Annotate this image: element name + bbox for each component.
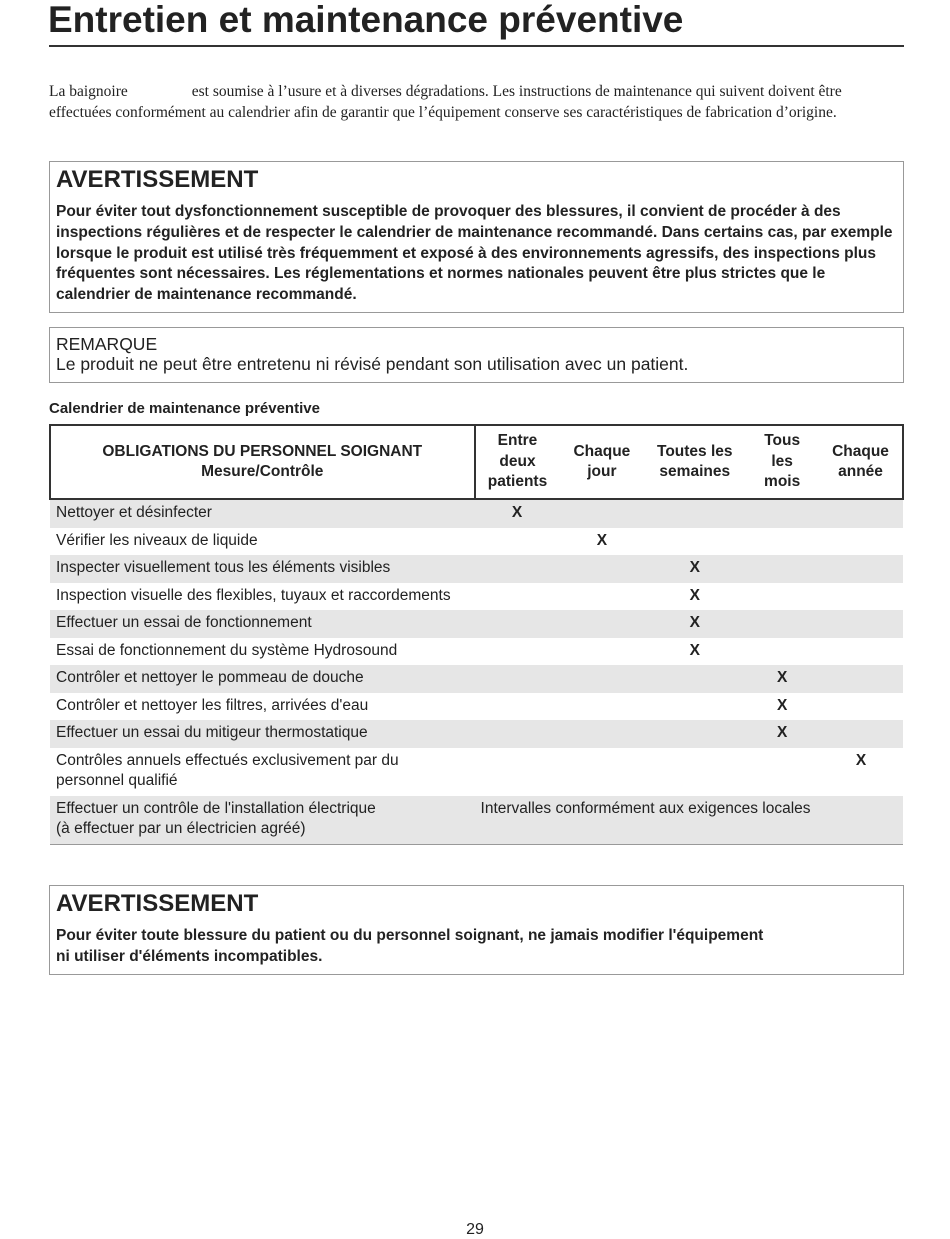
table-row [50,555,903,583]
mark-cell [475,528,560,556]
header-text: jour [587,463,617,480]
header-text: Chaque [573,442,631,460]
mark-cell [559,748,644,796]
mark-cell [819,583,903,611]
warning-box-maintenance [49,161,904,313]
page-number: 29 [466,1221,484,1238]
mark-cell [819,528,903,556]
header-text: Tous [764,432,801,450]
mark-cell [475,693,560,721]
mark-cell [819,499,903,528]
mark-cell [644,693,745,721]
header-text: semaines [659,463,731,480]
electrical-task-line1: Effectuer un contrôle de l'installation électrique [56,799,376,817]
mark-cell [745,638,819,666]
mark-cell [559,720,644,748]
mark-cell [745,555,819,583]
mark-cell [644,528,745,556]
electrical-task-line2: (à effectuer par un électricien agréé) [56,820,306,837]
warning-text-line1: Pour éviter toute blessure du patient ou du personnel soignant, ne jamais modifier l'équipement [56,927,764,944]
table-row [50,610,903,638]
warning-text-line2: ni utiliser d'éléments incompatibles. [56,947,323,965]
task-cell: Nettoyer et désinfecter [50,499,475,528]
header-text: Toutes les [657,442,733,460]
mark-cell [745,499,819,528]
maintenance-schedule-table [49,424,904,845]
column-header-yearly [819,425,903,499]
warning-text: Pour éviter tout dysfonctionnement susceptible de provoquer des blessures, il convient de procéder à des inspections régulières et de respecter le calendrier de maintenance recommandé. Dans certains cas, par exemple lorsque le produit est utilisé très fréquemment et exposé à des environnements agressifs, des inspections plus fréquentes sont nécessaires. Les réglementations et normes nationales peuvent être plus strictes que le calendrier de maintenance recommandé. [56,203,893,304]
header-text: patients [487,473,548,491]
intro-text-start: La baignoire [49,83,128,100]
task-cell [50,796,475,845]
task-cell: Effectuer un essai de fonctionnement [50,610,475,638]
mark-cell [819,555,903,583]
mark-cell: X [644,638,745,666]
warning-box-modification [49,885,904,975]
table-row [50,693,903,721]
warning-text [56,926,897,968]
mark-cell [559,583,644,611]
mark-cell [559,693,644,721]
header-text: deux [499,452,536,470]
task-cell: Inspection visuelle des flexibles, tuyaux et raccordements [50,583,475,611]
table-row [50,665,903,693]
task-cell: Contrôler et nettoyer le pommeau de douche [50,665,475,693]
mark-cell [559,499,644,528]
task-cell: Essai de fonctionnement du système Hydrosound [50,638,475,666]
mark-cell: X [644,610,745,638]
header-text: année [838,463,883,480]
warning-heading: AVERTISSEMENT [56,166,259,193]
mark-cell [819,665,903,693]
mark-cell [475,555,560,583]
interval-note: Intervalles conformément aux exigences locales [475,796,903,845]
schedule-header-row [50,425,903,499]
mark-cell [644,499,745,528]
table-row [50,638,903,666]
column-header-monthly [745,425,819,499]
table-row [50,499,903,528]
task-cell: Vérifier les niveaux de liquide [50,528,475,556]
mark-cell [475,748,560,796]
header-text: les [771,452,793,470]
column-header-obligations [50,425,475,499]
mark-cell [745,583,819,611]
header-text: Entre [497,432,538,450]
schedule-caption: Calendrier de maintenance préventive [49,400,320,417]
mark-cell: X [644,555,745,583]
mark-cell: X [559,528,644,556]
mark-cell: X [745,720,819,748]
column-header-between-patients [475,425,560,499]
mark-cell [819,693,903,721]
warning-heading: AVERTISSEMENT [56,890,259,917]
mark-cell [559,665,644,693]
header-obligations-line1: OBLIGATIONS DU PERSONNEL SOIGNANT [102,442,423,460]
mark-cell [559,610,644,638]
mark-cell: X [745,693,819,721]
mark-cell [644,665,745,693]
mark-cell [745,528,819,556]
mark-cell [745,748,819,796]
mark-cell [559,555,644,583]
table-row [50,720,903,748]
title-underline [49,45,904,47]
mark-cell [644,720,745,748]
column-header-daily [559,425,644,499]
header-obligations-line2: Mesure/Contrôle [201,463,324,480]
mark-cell: X [475,499,560,528]
task-cell: Contrôler et nettoyer les filtres, arrivées d'eau [50,693,475,721]
mark-cell [819,720,903,748]
mark-cell: X [819,748,903,796]
task-cell: Effectuer un essai du mitigeur thermostatique [50,720,475,748]
mark-cell: X [644,583,745,611]
note-box [49,327,904,383]
note-heading: REMARQUE [56,334,158,354]
mark-cell [745,610,819,638]
header-text: mois [764,473,801,491]
note-text: Le produit ne peut être entretenu ni révisé pendant son utilisation avec un patient. [56,354,689,374]
mark-cell [475,638,560,666]
mark-cell [819,610,903,638]
mark-cell [475,583,560,611]
column-header-weekly [644,425,745,499]
table-row-electrical-check [50,796,903,845]
header-text: Chaque [832,442,889,460]
mark-cell [475,610,560,638]
mark-cell: X [745,665,819,693]
mark-cell [644,748,745,796]
table-row [50,528,903,556]
mark-cell [475,665,560,693]
task-cell: Inspecter visuellement tous les éléments visibles [50,555,475,583]
intro-text-rest: est soumise à l’usure et à diverses dégradations. Les instructions de maintenance qui suivent doivent être effectuées conformément au calendrier afin de garantir que l’équipement conserve ses caractéristiques de fabrication d’origine. [49,83,842,121]
page-title: Entretien et maintenance préventive [48,0,684,40]
mark-cell [819,638,903,666]
table-row [50,748,903,796]
mark-cell [559,638,644,666]
task-cell: Contrôles annuels effectués exclusivement par du personnel qualifié [50,748,475,796]
intro-paragraph [49,82,904,123]
table-row [50,583,903,611]
mark-cell [475,720,560,748]
